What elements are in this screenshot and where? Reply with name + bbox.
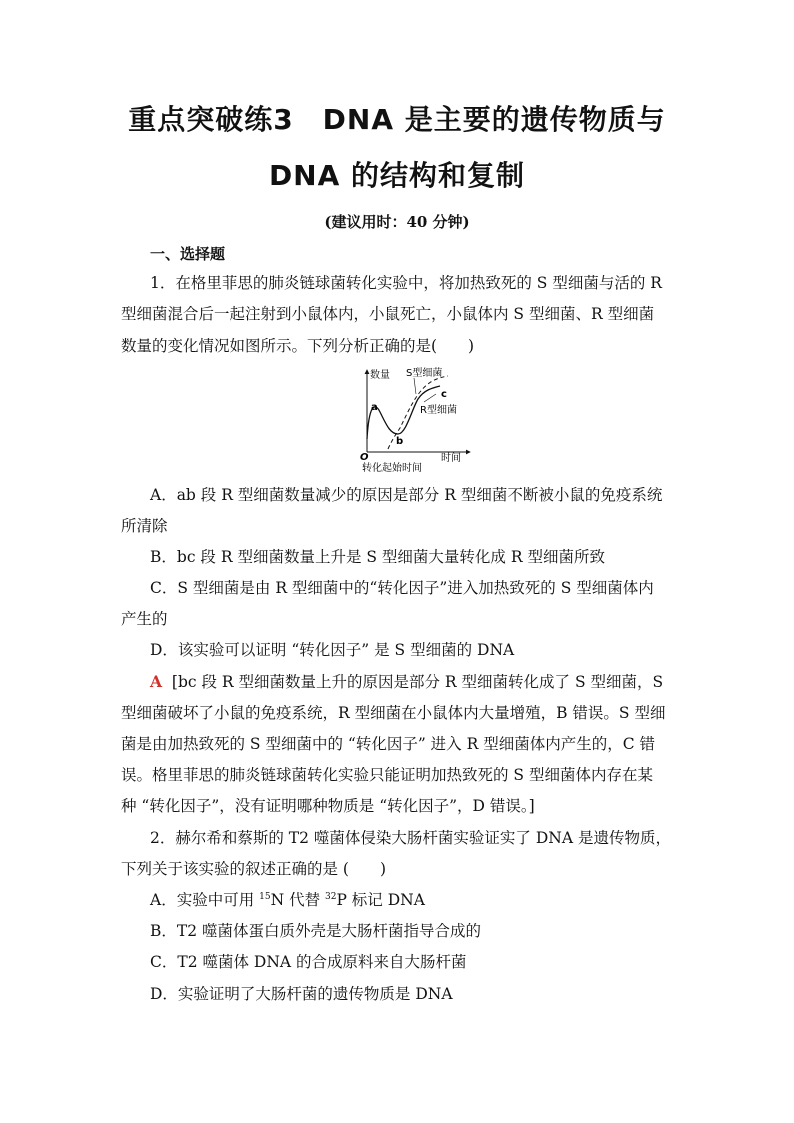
q1-answer: A xyxy=(150,672,163,691)
r-bacteria-label: R型细菌 xyxy=(420,405,457,416)
q1-option-a-line2: 所清除 xyxy=(121,517,168,535)
page-title-line1: 重点突破练3 DNA 是主要的遗传物质与 xyxy=(128,103,666,136)
point-b: b xyxy=(396,436,404,447)
q1-explanation-line2: 型细菌破坏了小鼠的免疫系统，R 型细菌在小鼠体内大量增殖，B 错误。S 型细 xyxy=(121,704,666,722)
q2-option-b: B．T2 噬菌体蛋白质外壳是大肠杆菌指导合成的 xyxy=(150,922,482,940)
y-axis-label: 数量 xyxy=(370,370,390,381)
point-a: a xyxy=(371,402,378,413)
origin-label: O xyxy=(360,452,369,463)
q1-answer-line xyxy=(150,672,663,692)
q2-option-c: C．T2 噬菌体 DNA 的合成原料来自大肠杆菌 xyxy=(150,953,467,971)
q2-option-a: A．实验中可用 $^{15}$N 代替 $^{32}$P 标记 DNA xyxy=(150,891,425,909)
q1-stem-line1: 1．在格里菲思的肺炎链球菌转化实验中，将加热致死的 S 型细菌与活的 R xyxy=(150,274,662,292)
s-label-leader xyxy=(414,378,416,394)
q2-stem-line1: 2．赫尔希和蔡斯的 T2 噬菌体侵染大肠杆菌实验证实了 DNA 是遗传物质， xyxy=(150,829,671,847)
q1-option-d: D．该实验可以证明 “转化因子” 是 S 型细菌的 DNA xyxy=(150,641,515,659)
point-c: c xyxy=(441,389,447,400)
s-bacteria-label: S型细菌 xyxy=(406,368,443,379)
x-axis-label: 时间 xyxy=(441,453,461,464)
q1-explanation-line5: 种 “转化因子”，没有证明哪种物质是 “转化因子”，D 错误。] xyxy=(121,797,535,815)
section-heading: 一、选择题 xyxy=(150,245,226,263)
q1-stem-line3: 数量的变化情况如图所示。下列分析正确的是( ) xyxy=(121,337,475,355)
q1-explanation-line1: [bc 段 R 型细菌数量上升的原因是部分 R 型细菌转化成了 S 型细菌，S xyxy=(171,673,664,691)
q2-option-d: D．实验证明了大肠杆菌的遗传物质是 DNA xyxy=(150,985,453,1003)
q1-stem-line2: 型细菌混合后一起注射到小鼠体内，小鼠死亡，小鼠体内 S 型细菌、R 型细菌 xyxy=(121,305,655,323)
q1-option-b: B．bc 段 R 型细菌数量上升是 S 型细菌大量转化成 R 型细菌所致 xyxy=(150,548,605,566)
q2-stem-line2: 下列关于该实验的叙述正确的是 ( ) xyxy=(121,860,387,878)
page-title-line2: DNA 的结构和复制 xyxy=(268,159,526,192)
figure-caption: 转化起始时间 xyxy=(362,463,422,474)
q1-option-c-line2: 产生的 xyxy=(121,610,168,628)
q1-explanation-line4: 误。格里菲思的肺炎链球菌转化实验只能证明加热致死的 S 型细菌体内存在某 xyxy=(121,766,653,784)
q1-option-c-line1: C．S 型细菌是由 R 型细菌中的“转化因子”进入加热致死的 S 型细菌体内 xyxy=(150,579,654,597)
r-label-leader xyxy=(424,394,436,402)
suggested-time: (建议用时：40 分钟) xyxy=(324,213,470,231)
q1-explanation-line3: 菌是由加热致死的 S 型细菌中的 “转化因子” 进入 R 型细菌体内产生的，C 错 xyxy=(121,735,655,753)
q1-figure xyxy=(340,364,480,474)
q1-option-a-line1: A．ab 段 R 型细菌数量减少的原因是部分 R 型细菌不断被小鼠的免疫系统 xyxy=(150,486,663,504)
